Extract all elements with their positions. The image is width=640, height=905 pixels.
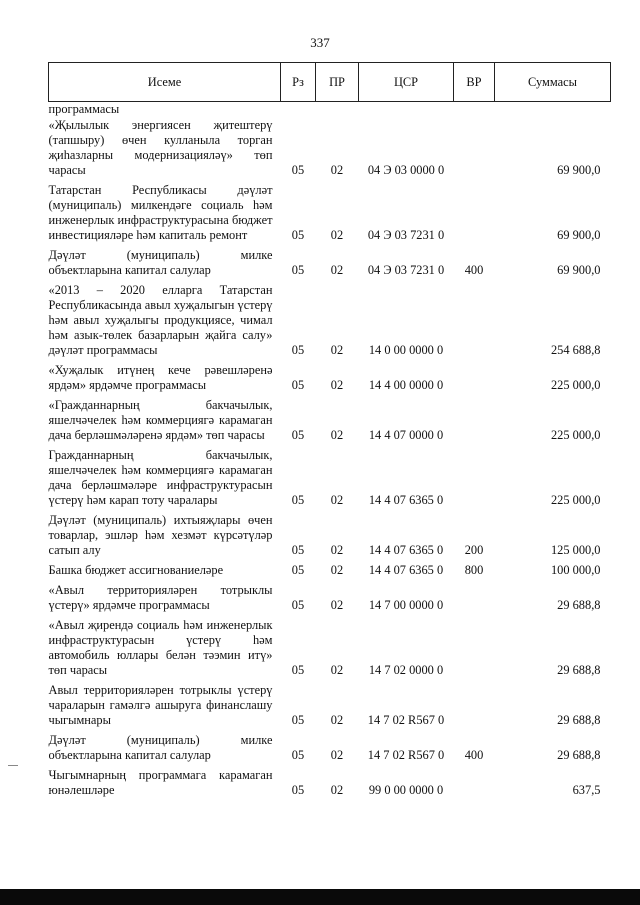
page-number: 337 [310,35,330,50]
scan-bottom-edge [0,889,640,905]
row-csr: 14 4 07 0000 0 [368,428,444,442]
table-row [49,733,611,768]
row-rz: 05 [291,428,305,442]
row-sum: 69 900,0 [557,163,601,177]
row-csr: 04 Э 03 7231 0 [367,263,445,277]
table-row [49,583,611,618]
row-rz: 05 [291,748,305,762]
row-sum: 225 000,0 [550,493,601,507]
row-name: «Авыл территорияләрен тотрыклы үстерү» ярдәмче программасы [48,583,273,612]
table-row [49,398,611,448]
table-row [49,768,611,803]
row-pr: 02 [330,343,344,357]
row-rz: 05 [291,543,305,557]
row-pr: 02 [330,263,344,277]
row-vr [454,683,495,733]
row-rz: 05 [291,228,305,242]
row-rz: 05 [291,663,305,677]
row-name: программасы [48,102,120,116]
header-pr: ПР [316,63,359,102]
row-csr [359,102,454,119]
row-rz: 05 [291,163,305,177]
scan-margin-mark [8,765,18,766]
row-csr: 14 4 00 0000 0 [368,378,444,392]
row-rz: 05 [291,598,305,612]
row-name: «Авыл җирендә социаль һәм инженерлык инфраструктурасын үстерү һәм автомобиль юллары белән тәэмин итү» төп чарасы [48,618,273,677]
row-name: Гражданнарның бакчачылык, яшелчәчелек һәм коммерциягә карамаган дача берләшмәләре инфраструктурасын үстерү һәм карап тоту чаралары [48,448,273,507]
row-rz: 05 [291,378,305,392]
row-sum: 29 688,8 [557,663,601,677]
row-sum: 637,5 [572,783,601,797]
row-name: Татарстан Республикасы дәүләт (муниципаль) милкендәге социаль һәм инженерлык инфраструктурасына бюджет инвестицияләре һәм капиталь ремонт [48,183,273,242]
table-row [49,618,611,683]
row-vr [454,398,495,448]
row-vr [454,102,495,119]
row-pr: 02 [330,543,344,557]
table-row [49,283,611,363]
row-sum: 29 688,8 [557,713,601,727]
row-sum: 100 000,0 [550,563,601,577]
table-row [49,683,611,733]
row-vr [454,618,495,683]
row-pr: 02 [330,493,344,507]
row-pr: 02 [330,598,344,612]
row-sum: 254 688,8 [550,343,601,357]
row-rz: 05 [291,493,305,507]
row-vr [454,118,495,183]
row-name: Авыл территорияләрен тотрыклы үстерү чараларын гамәлгә ашыруга финанслашу чыгымнары [48,683,273,727]
row-sum: 69 900,0 [557,263,601,277]
row-name: Чыгымнарның программага карамаган юнәлешләре [48,768,273,797]
row-pr [316,102,359,119]
header-csr: ЦСР [359,63,454,102]
table-row [49,118,611,183]
table-row [49,248,611,283]
row-csr: 14 7 02 R567 0 [367,748,445,762]
row-pr: 02 [330,663,344,677]
header-vr: ВР [454,63,495,102]
row-vr: 400 [464,748,484,762]
row-sum: 225 000,0 [550,378,601,392]
budget-table [48,62,611,803]
row-pr: 02 [330,563,344,577]
row-name: «2013 – 2020 елларга Татарстан Республикасында авыл хуҗалыгын үстерү һәм авыл хуҗалыгы продукциясе, чимал һәм азык-төлек базарларын җайга салу» дәүләт программасы [48,283,273,357]
table-row [49,183,611,248]
table-row [49,513,611,563]
row-name: Дәүләт (муниципаль) ихтыяҗлары өчен товарлар, эшләр һәм хезмәт күрсәтүләр сатып алу [48,513,273,557]
row-name: «Хуҗалык итүнең кече рәвешләренә ярдәм» ярдәмче программасы [48,363,273,392]
row-csr: 04 Э 03 7231 0 [367,228,445,242]
row-rz [281,102,316,119]
row-vr [454,768,495,803]
row-name: Дәүләт (муниципаль) милке объектларына капитал салулар [48,733,273,762]
row-vr [454,283,495,363]
row-vr [454,363,495,398]
row-pr: 02 [330,783,344,797]
row-pr: 02 [330,378,344,392]
row-pr: 02 [330,163,344,177]
row-csr: 14 7 02 R567 0 [367,713,445,727]
row-vr [454,448,495,513]
row-sum: 69 900,0 [557,228,601,242]
row-pr: 02 [330,228,344,242]
header-sum: Суммасы [495,63,611,102]
row-name: Дәүләт (муниципаль) милке объектларына капитал салулар [48,248,273,277]
row-rz: 05 [291,783,305,797]
header-rz: Рз [281,63,316,102]
row-csr: 14 4 07 6365 0 [368,493,444,507]
row-sum: 29 688,8 [557,748,601,762]
row-name: «Гражданнарның бакчачылык, яшелчәчелек һәм коммерциягә карамаган дача берләшмәләренә ярдәм» төп чарасы [48,398,273,442]
table-row [49,363,611,398]
table-row [49,102,611,119]
row-csr: 14 7 02 0000 0 [368,663,444,677]
row-vr: 800 [464,563,484,577]
table-row [49,563,611,583]
row-csr: 14 4 07 6365 0 [368,543,444,557]
row-sum [495,102,611,119]
row-csr: 14 4 07 6365 0 [368,563,444,577]
row-pr: 02 [330,428,344,442]
header-name: Исеме [49,63,281,102]
row-sum: 29 688,8 [557,598,601,612]
row-sum: 225 000,0 [550,428,601,442]
row-rz: 05 [291,713,305,727]
row-csr: 14 0 00 0000 0 [368,343,444,357]
row-csr: 04 Э 03 0000 0 [367,163,445,177]
table-header-row [49,63,611,102]
row-name: «Җылылык энергиясен җитештерү (тапшыру) өчен кулланыла торган җиһазларны модернизацияләү» төп чарасы [48,118,273,177]
row-vr: 200 [464,543,484,557]
row-vr [454,183,495,248]
row-rz: 05 [291,563,305,577]
row-csr: 14 7 00 0000 0 [368,598,444,612]
row-rz: 05 [291,263,305,277]
row-vr [454,583,495,618]
table-row [49,448,611,513]
row-pr: 02 [330,748,344,762]
row-vr: 400 [464,263,484,277]
row-name: Башка бюджет ассигнованиеләре [48,563,224,577]
row-csr: 99 0 00 0000 0 [368,783,444,797]
row-pr: 02 [330,713,344,727]
row-rz: 05 [291,343,305,357]
row-sum: 125 000,0 [550,543,601,557]
